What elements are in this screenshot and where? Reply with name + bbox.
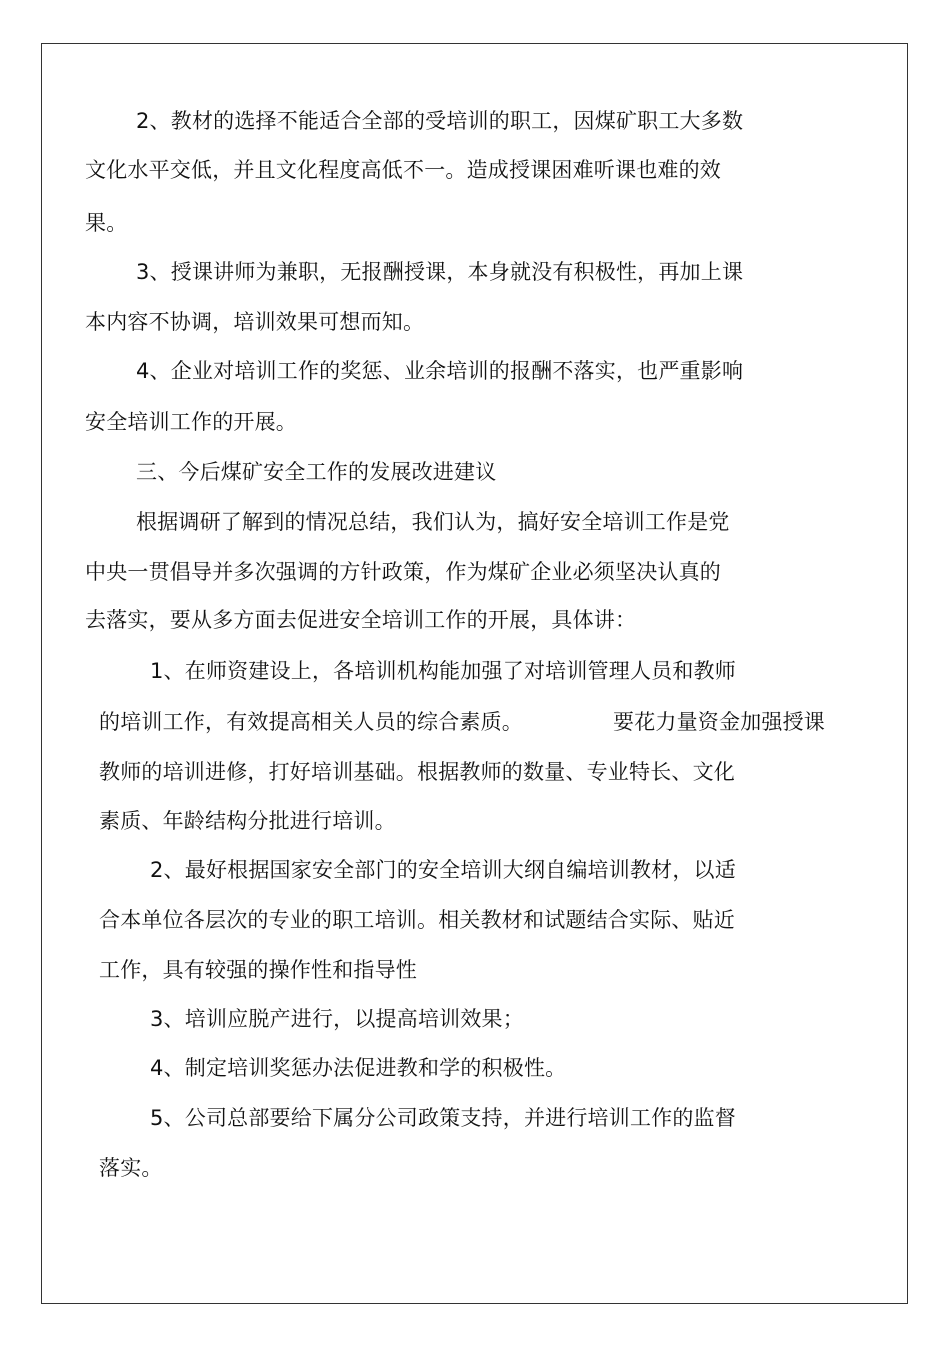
paragraph-line: 5、公司总部要给下属分公司政策支持，并进行培训工作的监督 [150,1106,736,1130]
paragraph-line: 合本单位各层次的专业的职工培训。相关教材和试题结合实际、贴近 [99,908,735,932]
paragraph-line: 文化水平交低，并且文化程度高低不一。造成授课困难听课也难的效 [85,158,721,182]
paragraph-line: 4、制定培训奖惩办法促进教和学的积极性。 [150,1056,567,1080]
paragraph-line: 的培训工作，有效提高相关人员的综合素质。 [99,710,523,734]
paragraph-line: 去落实，要从多方面去促进安全培训工作的开展，具体讲： [85,608,637,632]
section-heading: 三、今后煤矿安全工作的发展改进建议 [136,460,497,484]
paragraph-line: 果。 [85,211,128,235]
paragraph-line: 4、企业对培训工作的奖惩、业余培训的报酬不落实，也严重影响 [136,359,744,383]
paragraph-line: 2、最好根据国家安全部门的安全培训大纲自编培训教材，以适 [150,858,736,882]
paragraph-line: 要花力量资金加强授课 [613,710,825,734]
paragraph-line: 教师的培训进修，打好培训基础。根据教师的数量、专业特长、文化 [99,760,735,784]
paragraph-line: 安全培训工作的开展。 [85,410,297,434]
paragraph-line: 落实。 [99,1156,163,1180]
paragraph-line: 2、教材的选择不能适合全部的受培训的职工，因煤矿职工大多数 [136,109,744,133]
paragraph-line: 中央一贯倡导并多次强调的方针政策，作为煤矿企业必须坚决认真的 [85,560,721,584]
paragraph-line: 3、培训应脱产进行，以提高培训效果； [150,1007,524,1031]
paragraph-line: 根据调研了解到的情况总结，我们认为，搞好安全培训工作是党 [136,510,730,534]
paragraph-line: 1、在师资建设上，各培训机构能加强了对培训管理人员和教师 [150,659,736,683]
paragraph-line: 工作，具有较强的操作性和指导性 [99,958,417,982]
paragraph-line: 素质、年龄结构分批进行培训。 [99,809,396,833]
paragraph-line: 3、授课讲师为兼职，无报酬授课，本身就没有积极性，再加上课 [136,260,744,284]
paragraph-line: 本内容不协调，培训效果可想而知。 [85,310,425,334]
